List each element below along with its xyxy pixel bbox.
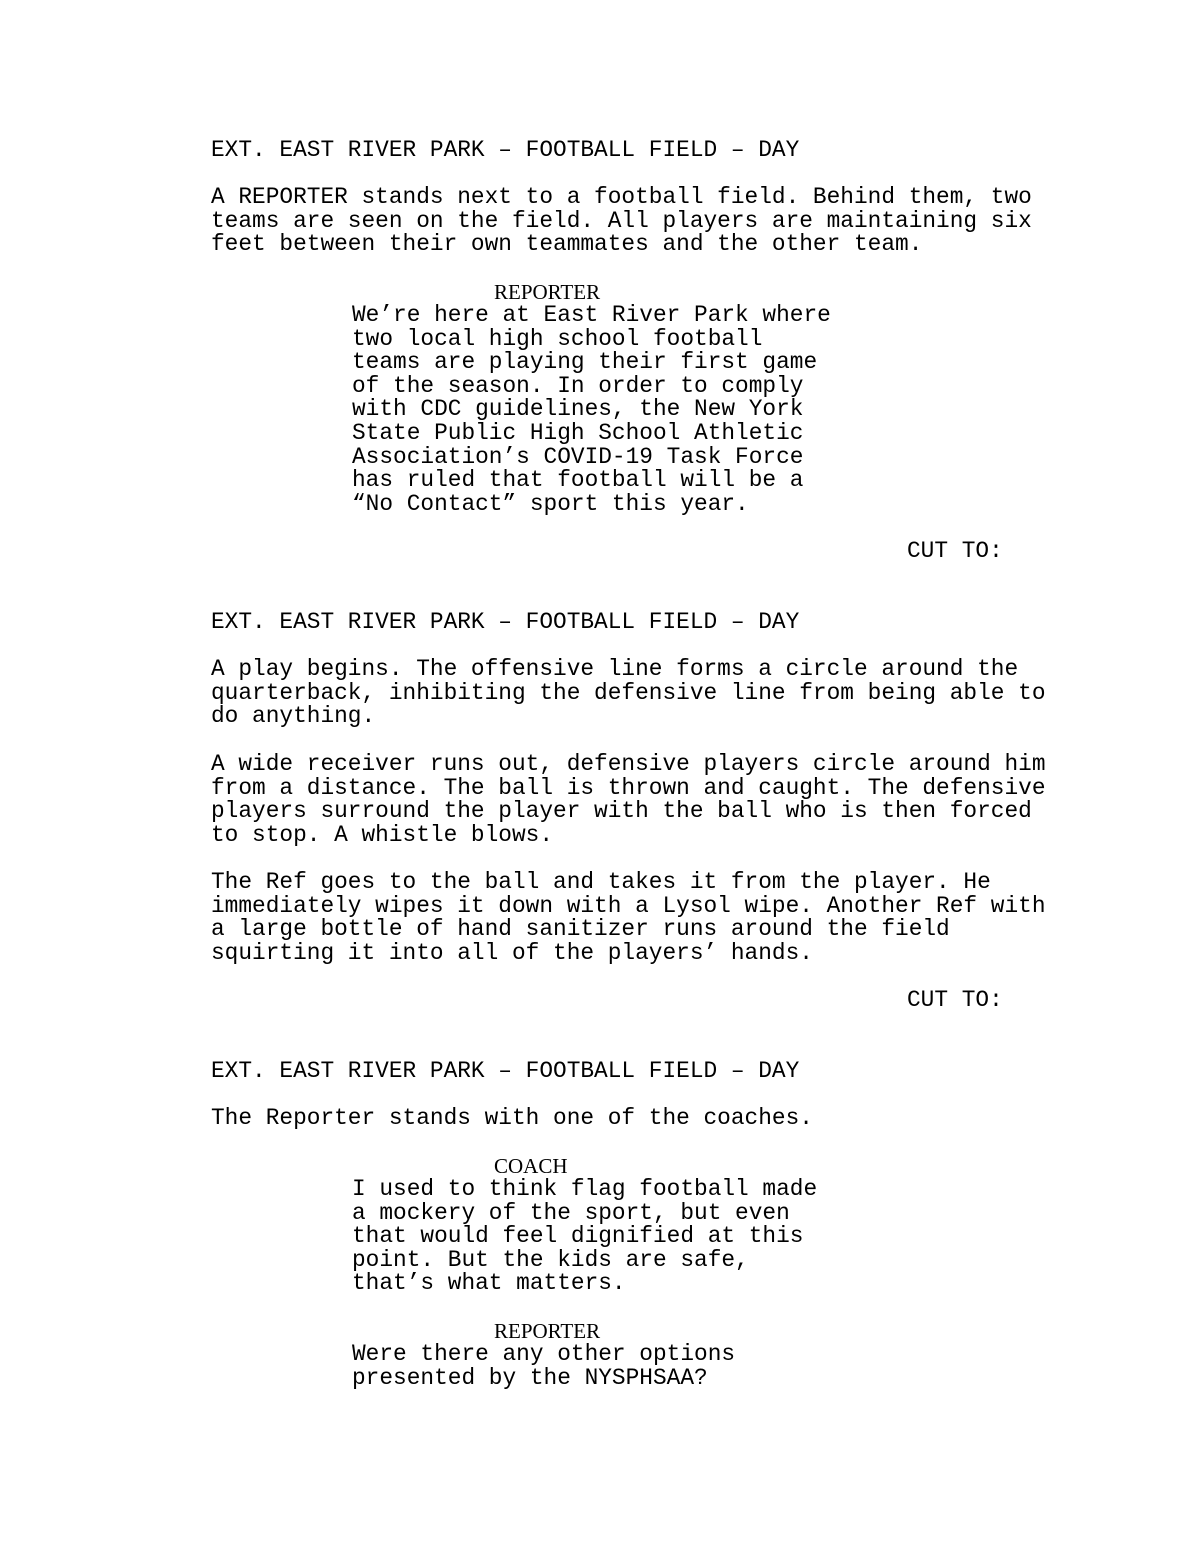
action-paragraph: A REPORTER stands next to a football field. Behind them, two teams are seen on the field. All players are maintaining six feet between their own teammates and the other team. xyxy=(211,184,1032,258)
character-name: REPORTER xyxy=(494,280,601,304)
scene-heading: EXT. EAST RIVER PARK – FOOTBALL FIELD – DAY xyxy=(211,609,800,635)
action-paragraph: A wide receiver runs out, defensive players circle around him from a distance. The ball is thrown and caught. The defensive players surround the player with the ball who is then forced to stop. A whistle blows. xyxy=(211,751,1046,848)
dialogue-text: We’re here at East River Park where two local high school football teams are playing their first game of the season. In order to comply with CDC guidelines, the New York State Public High School Athletic Association’s COVID-19 Task Force has ruled that football will be a “No Contact” sport this year. xyxy=(352,302,831,517)
action-paragraph: The Ref goes to the ball and takes it from the player. He immediately wipes it down with a Lysol wipe. Another Ref with a large bottle of hand sanitizer runs around the field squirting it into all of the players’ hands. xyxy=(211,869,1046,966)
character-name: COACH xyxy=(494,1154,568,1178)
transition: CUT TO: xyxy=(907,987,1003,1013)
scene-heading: EXT. EAST RIVER PARK – FOOTBALL FIELD – DAY xyxy=(211,1058,800,1084)
character-name: REPORTER xyxy=(494,1319,601,1343)
dialogue-text: Were there any other options presented by the NYSPHSAA? xyxy=(352,1341,736,1391)
scene-heading: EXT. EAST RIVER PARK – FOOTBALL FIELD – DAY xyxy=(211,137,800,163)
action-paragraph: A play begins. The offensive line forms a circle around the quarterback, inhibiting the defensive line from being able to do anything. xyxy=(211,656,1046,730)
dialogue-text: I used to think flag football made a mockery of the sport, but even that would feel dignified at this point. But the kids are safe, that’s what matters. xyxy=(352,1176,818,1297)
action-paragraph: The Reporter stands with one of the coaches. xyxy=(211,1105,813,1131)
transition: CUT TO: xyxy=(907,538,1003,564)
